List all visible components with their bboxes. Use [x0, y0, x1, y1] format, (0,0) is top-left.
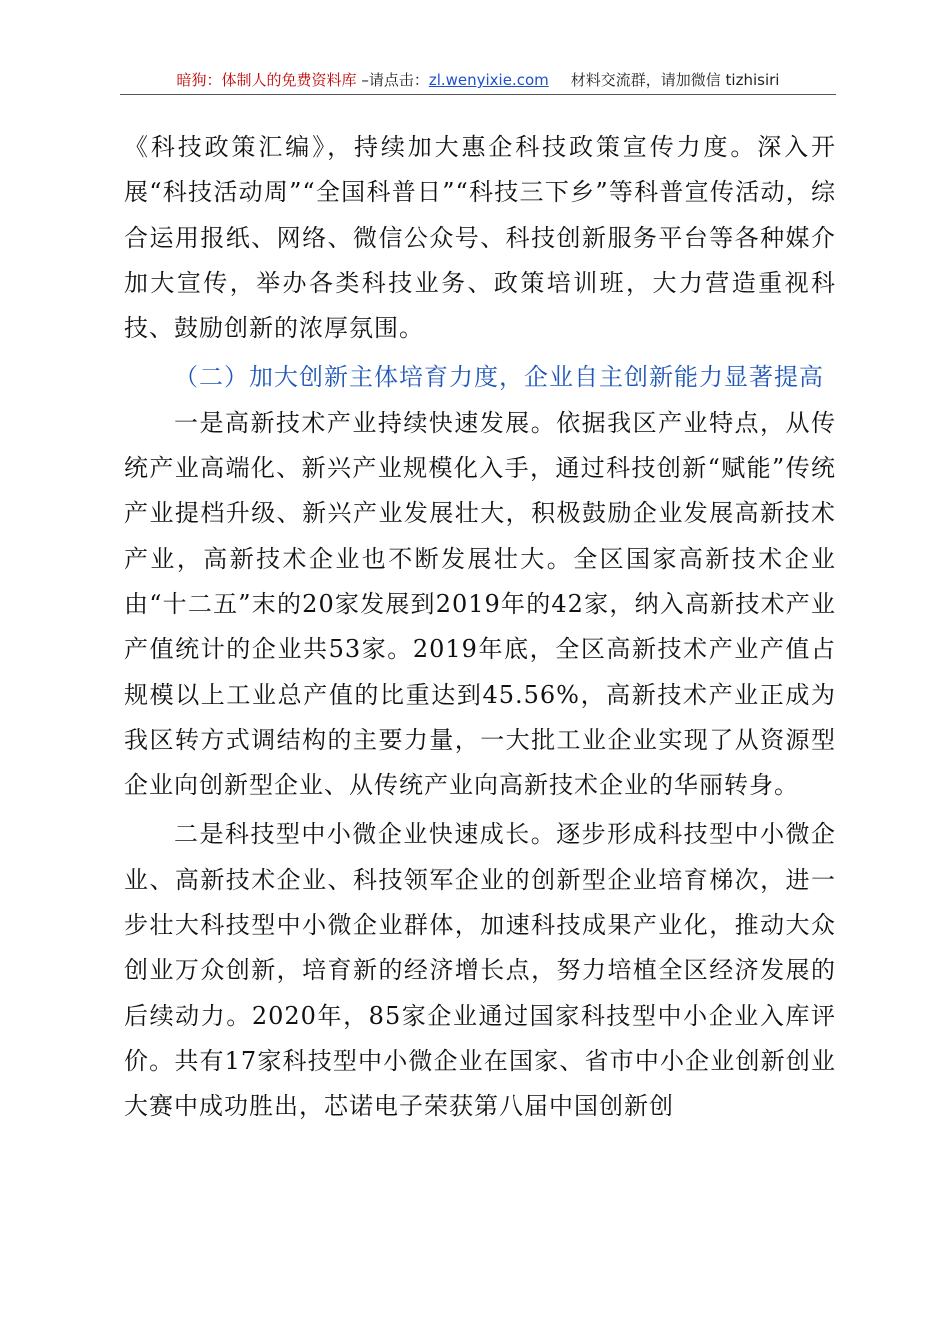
header-brand: 暗狗：体制人的免费资料库 [176, 71, 357, 89]
header-contact: 材料交流群，请加微信 tizhisiri [570, 71, 780, 89]
paragraph-high-tech-industry: 一是高新技术产业持续快速发展。依据我区产业特点，从传统产业高端化、新兴产业规模化入手，通过科技创新“赋能”传统产业提档升级、新兴产业发展壮大，积极鼓励企业发展高新技术产业，高新技术企业也不断发展壮大。全区国家高新技术企业由“十二五”末的20家发展到2019年的42家，纳入高新技术产业产值统计的企业共53家。2019年底，全区高新技术产业产值占规模以上工业总产值的比重达到45.56%，高新技术产业正成为我区转方式调结构的主要力量，一大批工业企业实现了从资源型企业向创新型企业、从传统产业向高新技术企业的华丽转身。 [124, 408, 836, 800]
section-heading-2: （二）加大创新主体培育力度，企业自主创新能力显著提高 [174, 363, 824, 392]
header-divider [120, 94, 836, 95]
header-link[interactable]: zl.wenyixie.com [428, 71, 549, 89]
paragraph-sme-growth: 二是科技型中小微企业快速成长。逐步形成科技型中小微企业、高新技术企业、科技领军企业的创新型企业培育梯次，进一步壮大科技型中小微企业群体，加速科技成果产业化，推动大众创业万众创新，培育新的经济增长点，努力培植全区经济发展的后续动力。2020年，85家企业通过国家科技型中小企业入库评价。共有17家科技型中小微企业在国家、省市中小企业创新创业大赛中成功胜出，芯诺电子荣获第八届中国创新创 [124, 820, 836, 1121]
paragraph-policy-promotion: 《科技政策汇编》，持续加大惠企科技政策宣传力度。深入开展“科技活动周”“全国科普日”“科技三下乡”等科普宣传活动，综合运用报纸、网络、微信公众号、科技创新服务平台等各种媒介加大宣传，举办各类科技业务、政策培训班，大力营造重视科技、鼓励创新的浓厚氛围。 [124, 133, 836, 343]
header-separator: –请点击： [356, 71, 429, 89]
document-body [124, 125, 836, 1130]
